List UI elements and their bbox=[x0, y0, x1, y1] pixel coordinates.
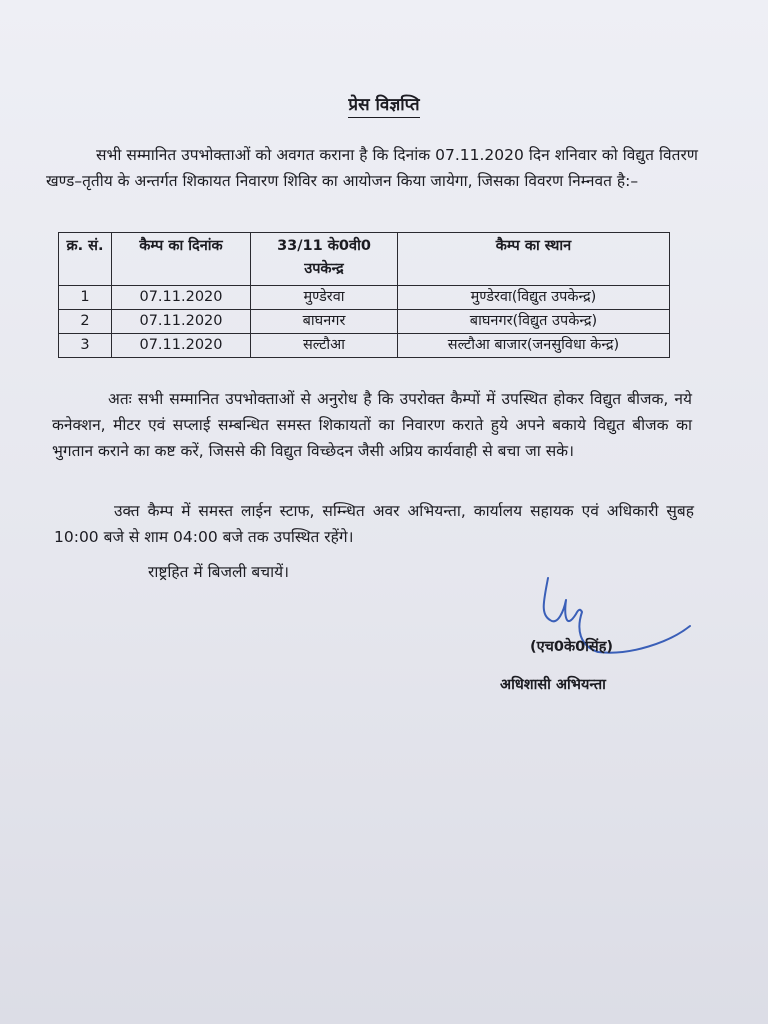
cell-date: 07.11.2020 bbox=[112, 286, 251, 310]
cell-substation: सल्टौआ bbox=[251, 334, 398, 358]
request-paragraph: अतः सभी सम्मानित उपभोक्ताओं से अनुरोध है कि उपरोक्त कैम्पों में उपस्थित होकर विद्युत बीजक, नये कनेक्शन, मीटर एवं सप्लाई सम्बन्धित समस्त शिकायतों का निवारण कराते हुये अपने बकाये विद्युत बीजक का भुगतान कराने का कष्ट करें, जिससे की विद्युत विच्छेदन जैसी अप्रिय कार्यवाही से बचा जा सके। bbox=[52, 390, 692, 460]
cell-substation: बाघनगर bbox=[251, 310, 398, 334]
cell-date: 07.11.2020 bbox=[112, 334, 251, 358]
table-row bbox=[59, 310, 670, 334]
cell-place: बाघनगर(विद्युत उपकेन्द्र) bbox=[398, 310, 670, 334]
cell-serial: 2 bbox=[59, 310, 112, 334]
table-row bbox=[59, 334, 670, 358]
signatory-name: (एच0के0सिंह) bbox=[530, 639, 614, 655]
cell-place: मुण्डेरवा(विद्युत उपकेन्द्र) bbox=[398, 286, 670, 310]
cell-substation: मुण्डेरवा bbox=[251, 286, 398, 310]
table-row bbox=[59, 286, 670, 310]
table-header-row bbox=[59, 233, 670, 286]
staff-paragraph: उक्त कैम्प में समस्त लाईन स्टाफ, सम्न्धित अवर अभियन्ता, कार्यालय सहायक एवं अधिकारी सुबह 10:00 बजे से शाम 04:00 बजे तक उपस्थित रहेंगे। bbox=[54, 502, 694, 546]
camp-schedule-table bbox=[58, 232, 670, 358]
header-serial: क्र. सं. bbox=[59, 233, 112, 286]
cell-serial: 3 bbox=[59, 334, 112, 358]
document-title: प्रेस विज्ञप्ति bbox=[0, 92, 768, 115]
handwritten-signature bbox=[520, 570, 710, 680]
cell-date: 07.11.2020 bbox=[112, 310, 251, 334]
cell-serial: 1 bbox=[59, 286, 112, 310]
cell-place: सल्टौआ बाजार(जनसुविधा केन्द्र) bbox=[398, 334, 670, 358]
intro-paragraph: सभी सम्मानित उपभोक्ताओं को अवगत कराना है कि दिनांक 07.11.2020 दिन शनिवार को विद्युत वितरण खण्ड–तृतीय के अन्तर्गत शिकायत निवारण शिविर का आयोजन किया जायेगा, जिसका विवरण निम्नवत है:– bbox=[46, 146, 698, 190]
header-place: कैम्प का स्थान bbox=[398, 233, 670, 286]
header-date: कैम्प का दिनांक bbox=[112, 233, 251, 286]
closing-slogan: राष्ट्रहित में बिजली बचायें। bbox=[148, 563, 289, 581]
header-substation: 33/11 के0वी0 उपकेन्द्र bbox=[251, 233, 398, 286]
signatory-designation: अधिशासी अभियन्ता bbox=[500, 677, 606, 693]
